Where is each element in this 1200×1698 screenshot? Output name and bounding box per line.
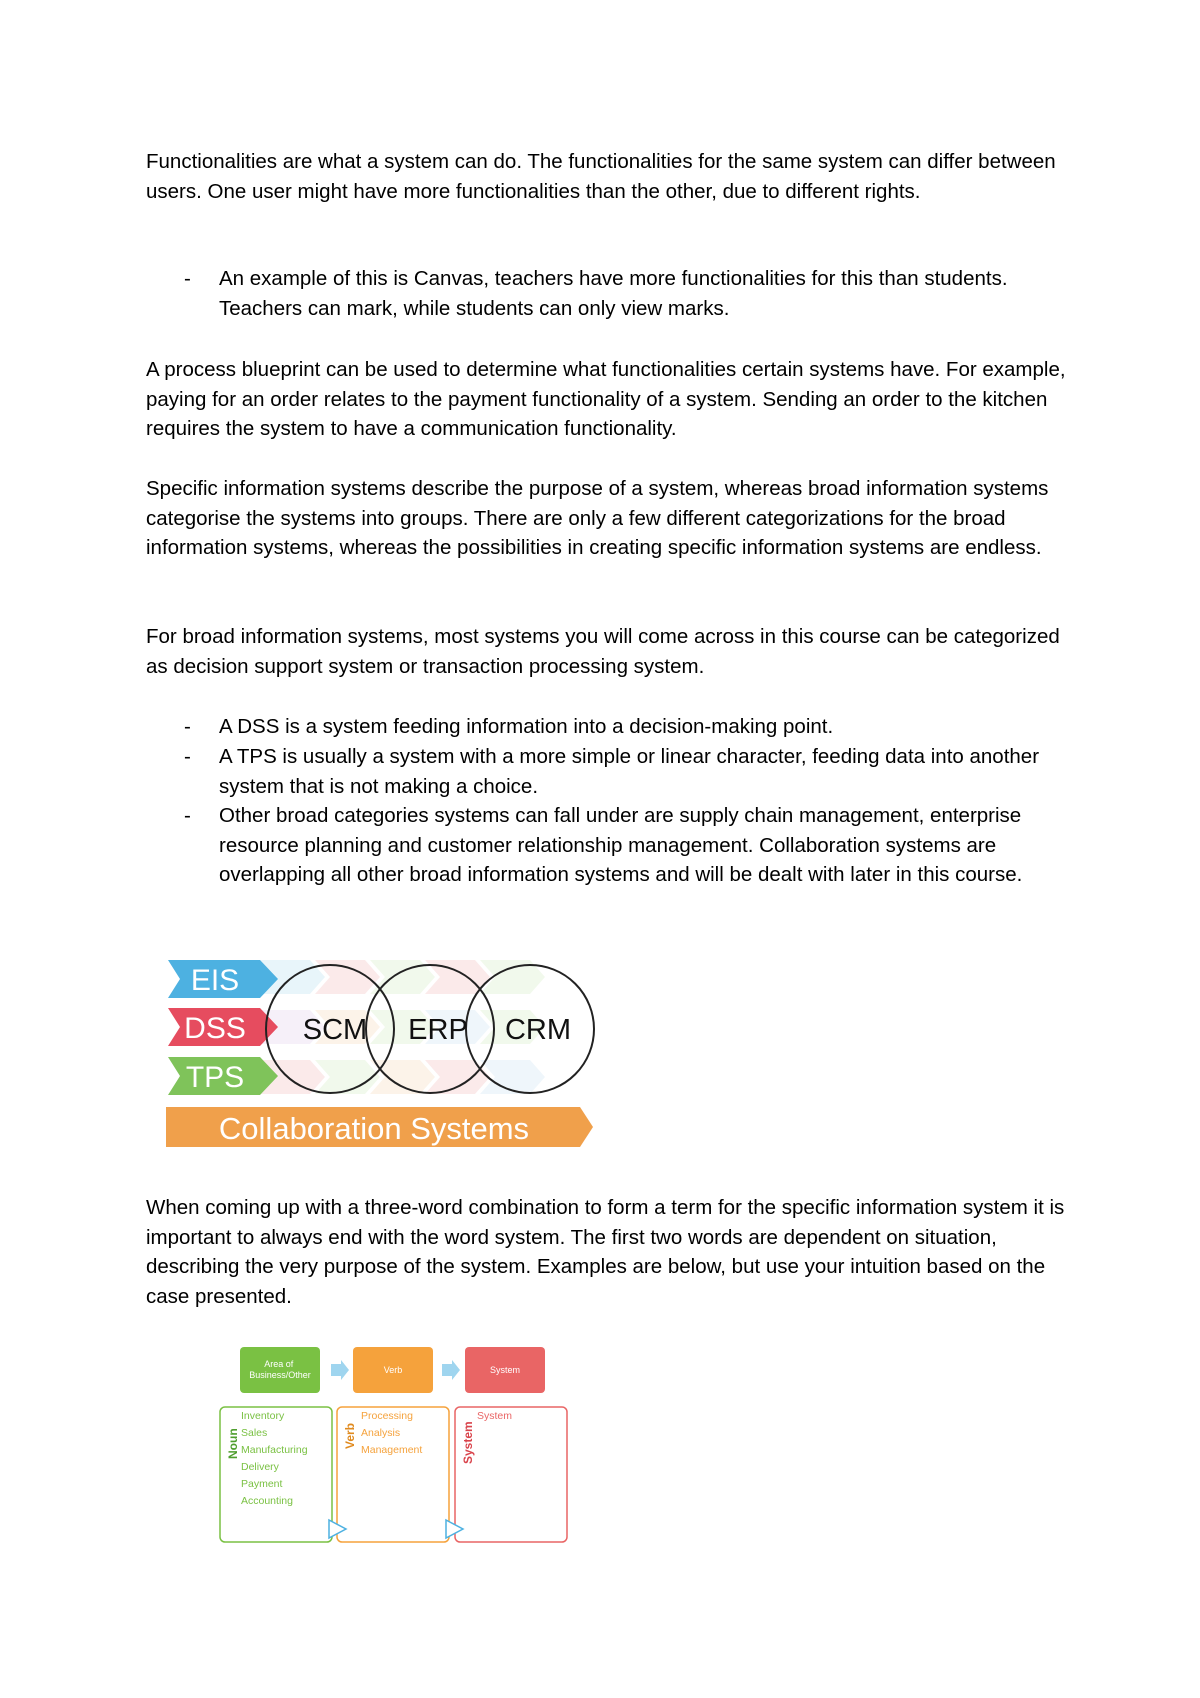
erp-label: ERP <box>408 1014 468 1046</box>
paragraph-process-blueprint: A process blueprint can be used to determine what functionalities certain systems have. For example, paying for an order relates to the payment functionality of a system. Sending an order to the kitchen requires the system to have a communication functionality. <box>146 358 1066 441</box>
system-title: System <box>461 1421 475 1464</box>
system-items <box>477 1410 512 1422</box>
eis-label: EIS <box>190 964 240 997</box>
arrow-icon <box>442 1360 460 1380</box>
tps-label: TPS <box>185 1061 245 1094</box>
noun-item: Accounting <box>241 1495 293 1507</box>
bullet-dash: - <box>184 804 191 827</box>
verb-items <box>361 1410 422 1456</box>
crm-label: CRM <box>504 1014 572 1046</box>
noun-item: Delivery <box>241 1461 279 1473</box>
paragraph-three-word: When coming up with a three-word combination to form a term for the specific information system it is important to always end with the word system. The first two words are dependent on situation, describing the very purpose of the system. Examples are below, but use your intuition based on the case presented. <box>146 1196 1065 1309</box>
scm-label: SCM <box>302 1014 368 1046</box>
bullet-dash: - <box>184 267 191 290</box>
noun-item: Manufacturing <box>241 1444 308 1456</box>
paragraph-specific-broad: Specific information systems describe the purpose of a system, whereas broad information systems categorise the systems into groups. There are only a few different categorizations for the broad information systems, whereas the possibilities in creating specific information systems are endless. <box>146 477 1049 560</box>
bullet-text: An example of this is Canvas, teachers have more functionalities for this than students. Teachers can mark, while students can only view marks. <box>219 267 1008 320</box>
paragraph-broad-systems: For broad information systems, most systems you will come across in this course can be categorized as decision support system or transaction processing system. <box>146 625 1060 678</box>
dss-label: DSS <box>184 1012 246 1045</box>
verb-item: Processing <box>361 1410 413 1422</box>
noun-item: Sales <box>241 1427 268 1439</box>
bullet-text: A DSS is a system feeding information into a decision-making point. <box>219 715 834 738</box>
broad-systems-diagram <box>160 955 600 1160</box>
noun-title: Noun <box>226 1428 240 1459</box>
header-system-label: System <box>489 1365 521 1375</box>
noun-items <box>241 1410 308 1507</box>
bullet-text: A TPS is usually a system with a more simple or linear character, feeding data into another system that is not making a choice. <box>219 745 1040 798</box>
paragraph-functionalities: Functionalities are what a system can do. The functionalities for the same system can differ between users. One user might have more functionalities than the other, due to different rights. <box>146 150 1056 203</box>
noun-column <box>220 1407 332 1542</box>
noun-item: Payment <box>241 1478 283 1490</box>
bullet-dash: - <box>184 745 191 768</box>
system-item: System <box>477 1410 513 1422</box>
bullet-text: Other broad categories systems can fall under are supply chain management, enterprise resource planning and customer relationship management. Collaboration systems are overlapping all other broad information systems and will be dealt with later in this course. <box>219 804 1023 887</box>
verb-title: Verb <box>343 1422 357 1449</box>
collaboration-label: Collaboration Systems <box>218 1111 530 1146</box>
noun-item: Inventory <box>241 1410 285 1422</box>
verb-item: Analysis <box>361 1427 401 1439</box>
header-verb-label: Verb <box>383 1365 403 1375</box>
arrow-icon <box>331 1360 349 1380</box>
header-area-label: Area of Business/Other <box>249 1359 311 1380</box>
verb-item: Management <box>361 1444 423 1456</box>
bullet-dash: - <box>184 715 191 738</box>
three-word-diagram <box>215 1335 585 1550</box>
